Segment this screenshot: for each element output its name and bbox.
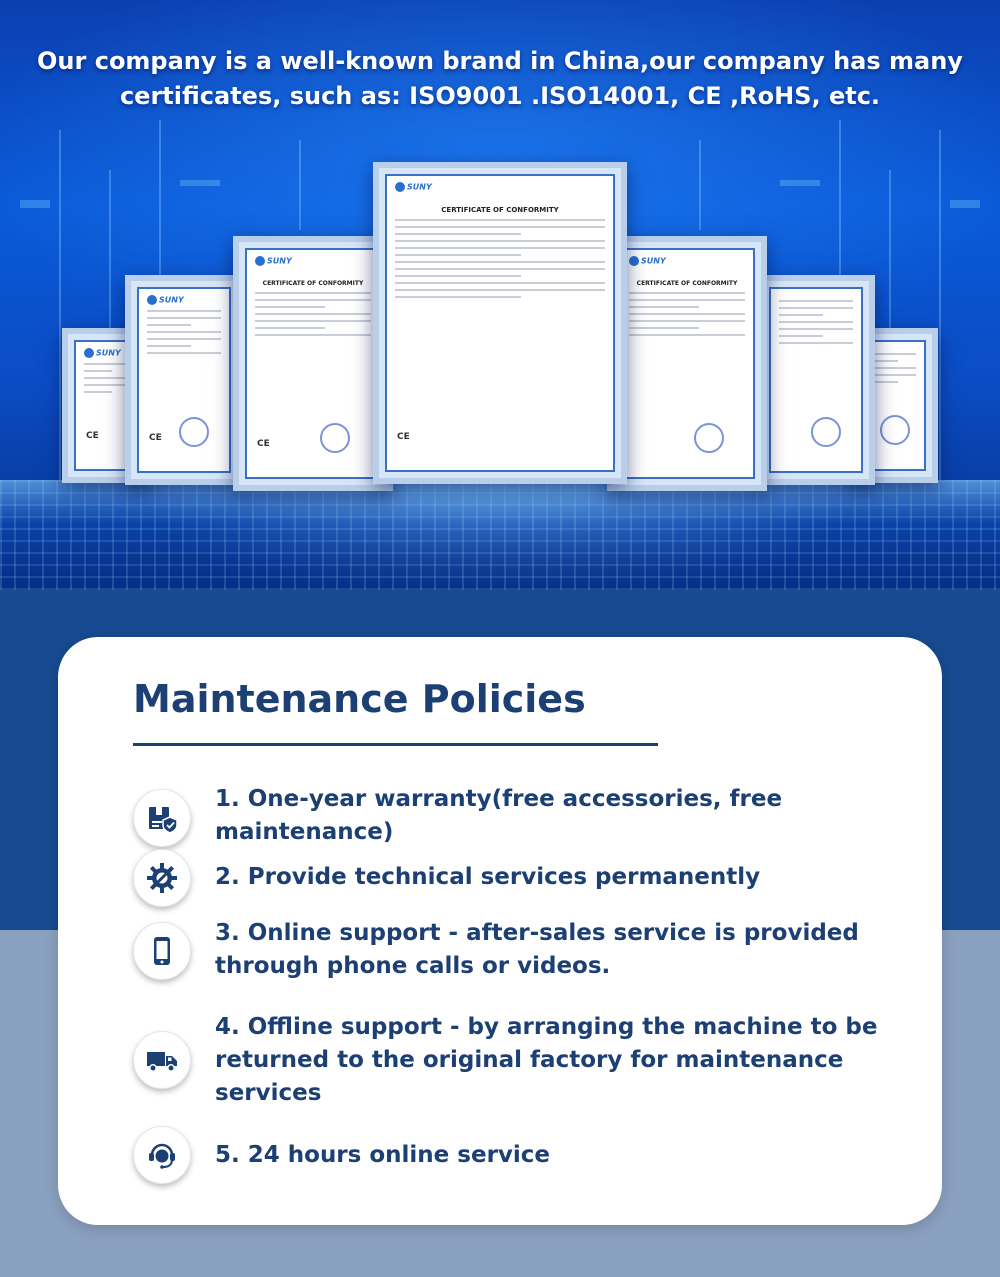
certificate-stamp — [320, 423, 350, 453]
certificate-frame — [607, 236, 767, 491]
policy-item-warranty — [133, 783, 893, 853]
certificate-stamp — [811, 417, 841, 447]
section-title: Maintenance Policies — [133, 677, 586, 721]
package-shield-icon — [133, 789, 191, 847]
certificate-logo: SUNY — [395, 182, 605, 192]
policy-text: 5. 24 hours online service — [215, 1142, 551, 1168]
certificates-hero — [0, 0, 1000, 590]
certificate-stamp — [694, 423, 724, 453]
ce-mark: CE — [149, 433, 162, 443]
certificate-title: CERTIFICATE OF CONFORMITY — [262, 280, 364, 287]
policy-item-offline-support — [133, 1011, 893, 1113]
policy-text: 4. Offline support - by arranging the machine to be returned to the original factory for maintenance services — [215, 1014, 878, 1106]
customer-service-headset-icon — [133, 1126, 191, 1184]
policy-item-online-support — [133, 917, 893, 987]
certificate-frame — [233, 236, 393, 491]
policy-text: 2. Provide technical services permanently — [215, 864, 761, 890]
policy-text: 1. One-year warranty(free accessories, free maintenance) — [215, 786, 783, 845]
certificate-title: CERTIFICATE OF CONFORMITY — [636, 280, 738, 287]
certificate-logo: SUNY — [147, 295, 221, 305]
smartphone-icon — [133, 922, 191, 980]
certificate-logo: SUNY — [84, 348, 130, 358]
certificate-title: CERTIFICATE OF CONFORMITY — [441, 206, 559, 214]
glowing-grid-floor — [0, 480, 1000, 590]
certificate-logo: SUNY — [255, 256, 371, 266]
gear-wrench-icon — [133, 849, 191, 907]
policy-item-24h-service — [133, 1126, 893, 1188]
delivery-truck-icon — [133, 1031, 191, 1089]
certificate-stamp — [880, 415, 910, 445]
ce-mark: CE — [257, 439, 270, 449]
ce-mark: CE — [86, 431, 99, 441]
certificate-frame — [125, 275, 243, 485]
policy-item-technical-services — [133, 849, 893, 911]
hero-headline: Our company is a well-known brand in China,our company has many certificates, such as: ISO9001 .ISO14001, CE ,RoHS, etc. — [37, 47, 963, 110]
policy-text: 3. Online support - after-sales service is provided through phone calls or videos. — [215, 920, 859, 979]
certificate-frame-main — [373, 162, 627, 484]
certificate-stamp — [179, 417, 209, 447]
title-underline — [133, 743, 658, 746]
maintenance-policies-card — [58, 637, 942, 1225]
ce-mark: CE — [397, 432, 410, 442]
certificate-frame — [757, 275, 875, 485]
certificate-logo: SUNY — [629, 256, 745, 266]
